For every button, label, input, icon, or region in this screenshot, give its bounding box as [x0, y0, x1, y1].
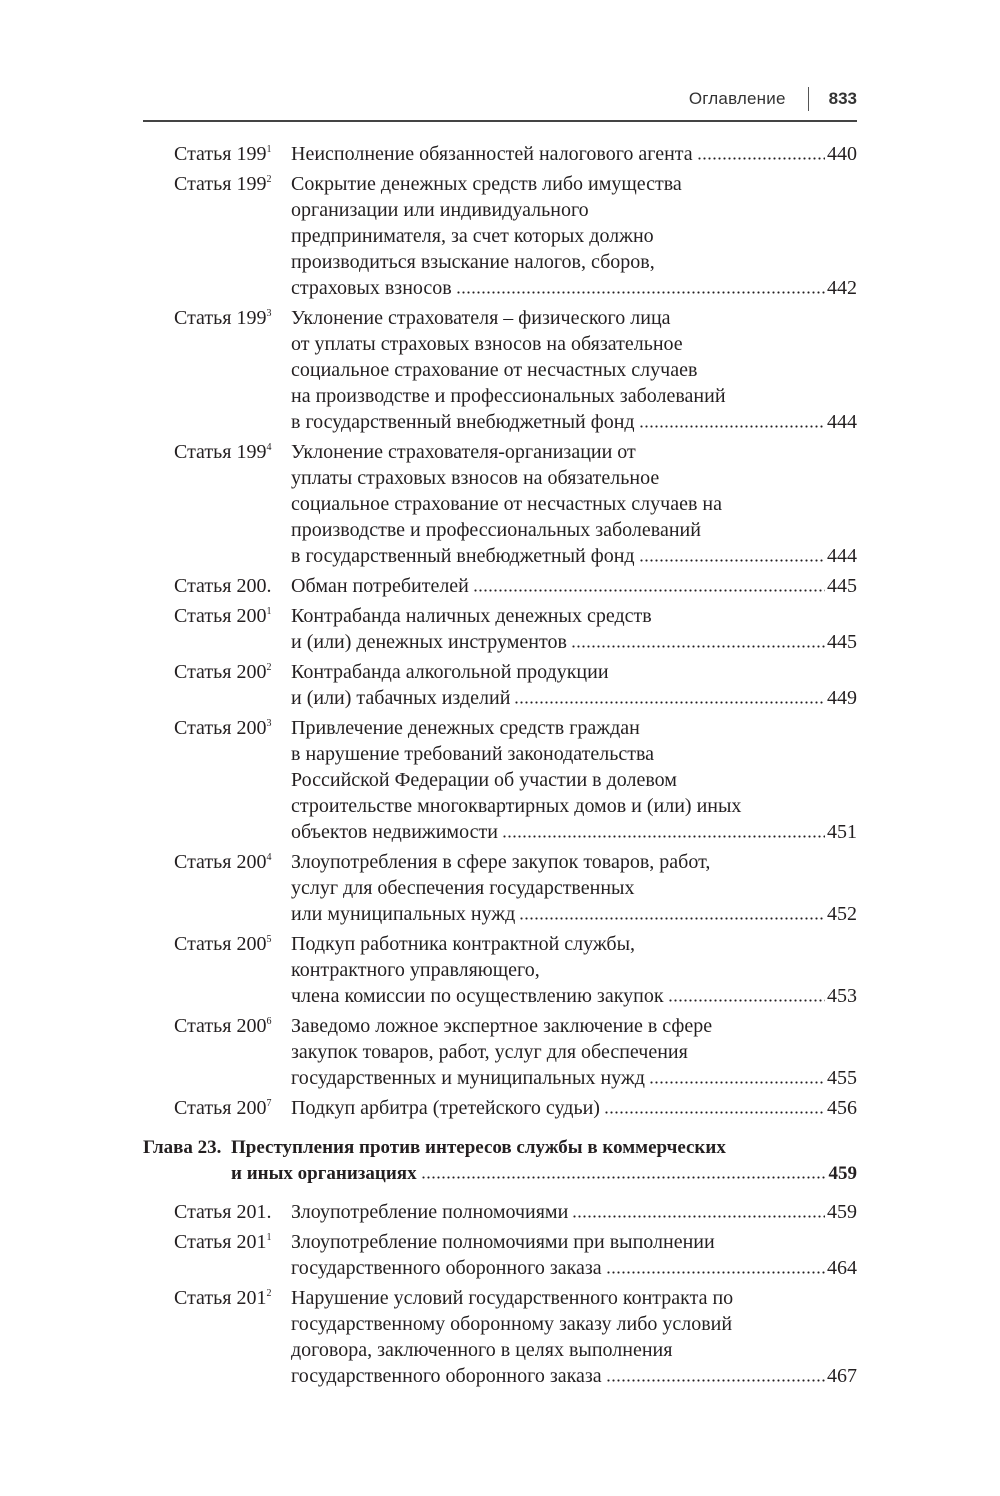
- article-superscript: 4: [266, 442, 272, 453]
- article-superscript: 4: [266, 852, 272, 863]
- article-label: [143, 715, 291, 845]
- article-label-text: Статья 200.: [174, 575, 272, 597]
- toc-entry[interactable]: [143, 849, 857, 927]
- article-page: 444: [827, 545, 857, 567]
- article-title-line: Неисполнение обязанностей налогового агента: [291, 143, 693, 165]
- article-title-line: государственного оборонного заказа: [291, 1365, 602, 1387]
- chapter-title: [231, 1135, 857, 1187]
- article-title-last-line: [291, 275, 857, 301]
- article-label-text: Статья 200: [174, 1097, 267, 1119]
- toc-entry[interactable]: [143, 439, 857, 569]
- article-title-line: предпринимателя, за счет которых должно: [291, 225, 654, 247]
- article-label: [143, 439, 291, 569]
- article-label: [143, 141, 291, 167]
- article-label: [143, 305, 291, 435]
- article-label-text: Статья 200: [174, 717, 267, 739]
- toc-entry[interactable]: [143, 931, 857, 1009]
- article-superscript: 2: [266, 174, 272, 185]
- article-title: [291, 1199, 857, 1225]
- toc-entry[interactable]: [143, 1229, 857, 1281]
- article-label-text: Статья 200: [174, 1015, 267, 1037]
- article-title-line: объектов недвижимости: [291, 821, 498, 843]
- article-title: [291, 603, 857, 655]
- article-title-line: услуг для обеспечения государственных: [291, 877, 635, 899]
- article-page: 440: [827, 143, 857, 165]
- article-title-line: в нарушение требований законодательства: [291, 743, 655, 765]
- article-title-line: Злоупотребление полномочиями: [291, 1201, 569, 1223]
- article-title-last-line: [291, 983, 857, 1009]
- article-superscript: 7: [266, 1098, 272, 1109]
- article-label: [143, 573, 291, 599]
- dot-leader: [456, 291, 825, 294]
- article-title: [291, 439, 857, 569]
- article-title-last-line: [291, 141, 857, 167]
- article-title-line: Заведомо ложное экспертное заключение в сфере: [291, 1015, 713, 1037]
- article-title-last-line: [291, 1065, 857, 1091]
- article-page: 451: [827, 821, 857, 843]
- article-label-text: Статья 201: [174, 1231, 267, 1253]
- article-title-line: Злоупотребление полномочиями при выполнении: [291, 1231, 715, 1253]
- article-superscript: 2: [266, 662, 272, 673]
- article-title-line: производиться взыскание налогов, сборов,: [291, 251, 655, 273]
- toc-entry[interactable]: [143, 715, 857, 845]
- article-title: [291, 715, 857, 845]
- article-title: [291, 1095, 857, 1121]
- article-title-last-line: [291, 901, 857, 927]
- article-title-line: строительстве многоквартирных домов и (или) иных: [291, 795, 742, 817]
- article-label-text: Статья 200: [174, 933, 267, 955]
- article-label: [143, 603, 291, 655]
- article-title: [291, 849, 857, 927]
- toc-entry[interactable]: [143, 1285, 857, 1389]
- toc-entry[interactable]: [143, 1199, 857, 1225]
- header-separator: [808, 87, 809, 111]
- article-title: [291, 171, 857, 301]
- dot-leader: [502, 835, 825, 838]
- article-page: 467: [827, 1365, 857, 1387]
- article-label-text: Статья 199: [174, 307, 267, 329]
- dot-leader: [639, 559, 825, 562]
- toc-group-chapter-23: [143, 1199, 857, 1389]
- article-superscript: 2: [266, 1288, 272, 1299]
- article-page: 456: [827, 1097, 857, 1119]
- article-title-last-line: [291, 573, 857, 599]
- page-number: 833: [828, 89, 857, 108]
- article-title-line: члена комиссии по осуществлению закупок: [291, 985, 664, 1007]
- chapter-title-line: и иных организациях: [231, 1163, 417, 1184]
- article-title-line: и (или) табачных изделий: [291, 687, 511, 709]
- article-title: [291, 141, 857, 167]
- article-title-last-line: [291, 629, 857, 655]
- article-title-line: государственному оборонному заказу либо условий: [291, 1313, 733, 1335]
- article-label: [143, 1285, 291, 1389]
- article-title-line: в государственный внебюджетный фонд: [291, 411, 635, 433]
- running-header: [143, 82, 857, 116]
- toc-entry[interactable]: [143, 305, 857, 435]
- article-title-line: Подкуп арбитра (третейского судьи): [291, 1097, 600, 1119]
- article-label: [143, 1095, 291, 1121]
- article-title-line: Нарушение условий государственного контракта по: [291, 1287, 734, 1309]
- article-title-line: договора, заключенного в целях выполнения: [291, 1339, 673, 1361]
- article-page: 459: [827, 1201, 857, 1223]
- article-page: 445: [827, 575, 857, 597]
- article-title: [291, 573, 857, 599]
- article-title: [291, 305, 857, 435]
- article-page: 455: [827, 1067, 857, 1089]
- dot-leader: [519, 917, 825, 920]
- article-title-last-line: [291, 1255, 857, 1281]
- article-label: [143, 849, 291, 927]
- article-title-last-line: [291, 685, 857, 711]
- dot-leader: [639, 425, 825, 428]
- article-page: 464: [827, 1257, 857, 1279]
- article-label-text: Статья 199: [174, 173, 267, 195]
- article-title-line: Сокрытие денежных средств либо имущества: [291, 173, 682, 195]
- article-title-line: в государственный внебюджетный фонд: [291, 545, 635, 567]
- article-title: [291, 1013, 857, 1091]
- article-title-line: Контрабанда наличных денежных средств: [291, 605, 652, 627]
- article-label: [143, 1013, 291, 1091]
- article-title-line: Злоупотребления в сфере закупок товаров, работ,: [291, 851, 711, 873]
- article-page: 444: [827, 411, 857, 433]
- section-title: Оглавление: [688, 89, 786, 108]
- article-label: [143, 931, 291, 1009]
- article-title-line: контрактного управляющего,: [291, 959, 540, 981]
- toc-entry[interactable]: [143, 603, 857, 655]
- article-superscript: 1: [266, 144, 272, 155]
- article-title-line: Привлечение денежных средств граждан: [291, 717, 640, 739]
- dot-leader: [571, 645, 825, 648]
- header-rule: [143, 120, 857, 122]
- dot-leader: [649, 1081, 825, 1084]
- article-title-last-line: [291, 819, 857, 845]
- dot-leader: [606, 1271, 825, 1274]
- table-of-contents: [143, 141, 857, 1393]
- article-title-last-line: [291, 409, 857, 435]
- article-page: 449: [827, 687, 857, 709]
- toc-entry[interactable]: [143, 1013, 857, 1091]
- chapter-label: Глава 23.: [143, 1137, 222, 1158]
- article-title-line: Подкуп работника контрактной службы,: [291, 933, 636, 955]
- chapter-title-last-line: [231, 1161, 857, 1187]
- article-title-line: страховых взносов: [291, 277, 452, 299]
- toc-entry[interactable]: [143, 141, 857, 167]
- dot-leader: [604, 1111, 825, 1114]
- dot-leader: [668, 999, 825, 1002]
- article-title: [291, 931, 857, 1009]
- article-superscript: 3: [266, 308, 272, 319]
- article-title-last-line: [291, 1363, 857, 1389]
- toc-entry[interactable]: [143, 573, 857, 599]
- article-title-line: уплаты страховых взносов на обязательное: [291, 467, 660, 489]
- article-label-text: Статья 200: [174, 851, 267, 873]
- article-label: [143, 659, 291, 711]
- article-label-text: Статья 201.: [174, 1201, 272, 1223]
- toc-entry[interactable]: [143, 1095, 857, 1121]
- chapter-heading[interactable]: [143, 1135, 857, 1187]
- article-title-line: Российской Федерации об участии в долевом: [291, 769, 677, 791]
- dot-leader: [572, 1215, 825, 1218]
- article-superscript: 3: [266, 718, 272, 729]
- article-title-line: или муниципальных нужд: [291, 903, 516, 925]
- article-page: 442: [827, 277, 857, 299]
- article-label-text: Статья 199: [174, 441, 267, 463]
- article-label: [143, 171, 291, 301]
- article-title-line: Контрабанда алкогольной продукции: [291, 661, 609, 683]
- article-label-text: Статья 200: [174, 661, 267, 683]
- dot-leader: [606, 1379, 825, 1382]
- article-label: [143, 1199, 291, 1225]
- article-superscript: 6: [266, 1016, 272, 1027]
- article-label: [143, 1229, 291, 1281]
- article-page: 445: [827, 631, 857, 653]
- article-title-line: на производстве и профессиональных заболеваний: [291, 385, 726, 407]
- article-title: [291, 659, 857, 711]
- dot-leader: [421, 1176, 827, 1179]
- article-superscript: 1: [266, 606, 272, 617]
- article-title-line: Обман потребителей: [291, 575, 469, 597]
- toc-entry[interactable]: [143, 659, 857, 711]
- toc-group-chapter-22: [143, 141, 857, 1121]
- chapter-title-line: Преступления против интересов службы в коммерческих: [231, 1137, 726, 1158]
- article-page: 452: [827, 903, 857, 925]
- article-title-line: государственного оборонного заказа: [291, 1257, 602, 1279]
- article-title-line: закупок товаров, работ, услуг для обеспечения: [291, 1041, 688, 1063]
- article-title-line: организации или индивидуального: [291, 199, 589, 221]
- article-label-text: Статья 200: [174, 605, 267, 627]
- article-title-last-line: [291, 1095, 857, 1121]
- chapter-page: 459: [828, 1163, 857, 1184]
- article-superscript: 1: [266, 1232, 272, 1243]
- article-label-text: Статья 201: [174, 1287, 267, 1309]
- article-title-last-line: [291, 1199, 857, 1225]
- article-title-line: социальное страхование от несчастных случаев на: [291, 493, 722, 515]
- article-title-line: государственных и муниципальных нужд: [291, 1067, 645, 1089]
- toc-entry[interactable]: [143, 171, 857, 301]
- article-title-last-line: [291, 543, 857, 569]
- article-title-line: социальное страхование от несчастных случаев: [291, 359, 698, 381]
- article-title-line: Уклонение страхователя-организации от: [291, 441, 636, 463]
- article-page: 453: [827, 985, 857, 1007]
- article-label-text: Статья 199: [174, 143, 267, 165]
- article-title-line: от уплаты страховых взносов на обязательное: [291, 333, 683, 355]
- dot-leader: [473, 589, 825, 592]
- article-title-line: и (или) денежных инструментов: [291, 631, 567, 653]
- article-title-line: Уклонение страхователя – физического лица: [291, 307, 671, 329]
- article-title: [291, 1285, 857, 1389]
- article-superscript: 5: [266, 934, 272, 945]
- dot-leader: [697, 157, 825, 160]
- article-title-line: производстве и профессиональных заболеваний: [291, 519, 701, 541]
- dot-leader: [514, 701, 825, 704]
- article-title: [291, 1229, 857, 1281]
